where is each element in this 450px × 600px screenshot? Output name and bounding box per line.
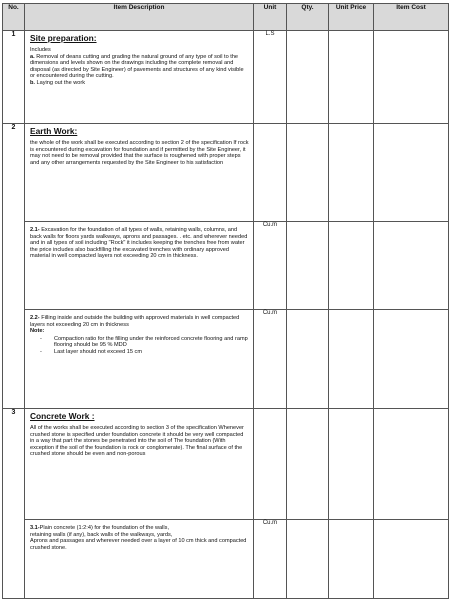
table-row [3, 520, 449, 599]
item-unit [254, 409, 287, 520]
concrete-work-item-3-1-line-3: Aprons and passages and wherever needed over a layer of 10 cm thick and compacted crushed stone. [30, 538, 247, 551]
qty-cell[interactable] [287, 520, 329, 599]
item-description-cell [25, 31, 254, 124]
note-label: Note: [30, 328, 45, 334]
qty-cell[interactable] [287, 124, 329, 222]
item-number: 1 [3, 31, 25, 124]
item-description-cell [25, 520, 254, 599]
item-description-cell [25, 310, 254, 409]
item-cost-cell[interactable] [374, 409, 449, 520]
unit-price-cell[interactable] [329, 222, 374, 310]
concrete-work-intro: All of the works shall be executed according to section 3 of the specification Whenever crushed stone is specified under foundation concrete it should be very well compacted in a way that part the stones be penetrated into the soil of The foundation (With exception if the soil of the foundation is rock or conglomerate). The final surface of the crushed stone should be even and non-porous [30, 425, 244, 457]
table-row [3, 124, 449, 222]
table-row [3, 222, 449, 310]
qty-cell[interactable] [287, 31, 329, 124]
header-unit: Unit [254, 4, 287, 31]
section-title-earth-work: Earth Work: [30, 126, 78, 136]
unit-price-cell[interactable] [329, 31, 374, 124]
item-cost-cell[interactable] [374, 124, 449, 222]
concrete-work-item-3-1: 3.1-Plain concrete (1:2:4) for the foundation of the walls, [30, 525, 169, 531]
item-unit: Cu.m [254, 310, 287, 409]
table-row [3, 409, 449, 520]
unit-price-cell[interactable] [329, 124, 374, 222]
list-item: - Last layer should not exceed 15 cm [54, 349, 249, 356]
earth-work-item-2-2: 2.2- Filling inside and outside the building with approved materials in well compacted layers not exceeding 20 cm in thickness [30, 315, 240, 328]
item-cost-cell[interactable] [374, 520, 449, 599]
site-preparation-item-b: b. Laying out the work [30, 79, 86, 86]
item-unit [254, 124, 287, 222]
section-title-site-preparation: Site preparation: [30, 33, 97, 43]
header-item-description: Item Description [25, 4, 254, 31]
table-row [3, 31, 449, 124]
item-description-cell [25, 409, 254, 520]
earth-work-item-2-1: 2.1- Excavation for the foundation of all types of walls, retaining walls, columns, and back walls for floors yards walkways, aprons and passages. . etc. and wherever needed and in all types of soil including "Rock" it includes keeping the trenches free from water the price includes also backfilling the excavated trenches with ordinary approved material in well compacted layers not exceeding 20 cm in thickness. [30, 227, 248, 259]
header-qty: Qty. [287, 4, 329, 31]
section-title-concrete-work: Concrete Work : [30, 411, 95, 421]
item-unit: L.S [254, 31, 287, 124]
header-unit-price: Unit Price [329, 4, 374, 31]
item-number: 2 [3, 124, 25, 409]
boq-sheet [2, 3, 448, 597]
header-no: No. [3, 4, 25, 31]
item-cost-cell[interactable] [374, 31, 449, 124]
concrete-work-item-3-1-line-2: retaining walls (if any), back walls of the walkways, yards, [30, 531, 173, 538]
unit-price-cell[interactable] [329, 520, 374, 599]
qty-cell[interactable] [287, 222, 329, 310]
bill-of-quantities-table [2, 3, 449, 599]
item-unit: Cu.m [254, 520, 287, 599]
site-preparation-intro: Includes [30, 47, 51, 53]
item-number: 3 [3, 409, 25, 599]
item-cost-cell[interactable] [374, 222, 449, 310]
item-unit: Cu.m [254, 222, 287, 310]
header-item-cost: Item Cost [374, 4, 449, 31]
qty-cell[interactable] [287, 409, 329, 520]
list-item: - Compaction ratio for the filling under the reinforced concrete flooring and ramp flooring should be 95 % MDD [54, 336, 249, 349]
unit-price-cell[interactable] [329, 310, 374, 409]
unit-price-cell[interactable] [329, 409, 374, 520]
qty-cell[interactable] [287, 310, 329, 409]
note-list [30, 336, 249, 356]
site-preparation-item-a: a. Removal of deans cutting and grading the natural ground of any type of soil to the dimensions and levels shown on the drawings including the complete removal and disposal (as directed by Site Engineer) of pavements and structures of any kind visible or encountered during the cutting. [30, 53, 244, 79]
table-row [3, 310, 449, 409]
item-description-cell [25, 124, 254, 222]
earth-work-intro: the whole of the work shall be executed according to section 2 of the specification If rock is encountered during excavation for foundation and if permitted by the Site Engineer, it may not need to be removal provided that the surface is roughened with proper steps and any other arrangements requested by the Site Engineer to his satisfaction [30, 140, 249, 166]
table-header-row [3, 4, 449, 31]
item-description-cell [25, 222, 254, 310]
item-cost-cell[interactable] [374, 310, 449, 409]
